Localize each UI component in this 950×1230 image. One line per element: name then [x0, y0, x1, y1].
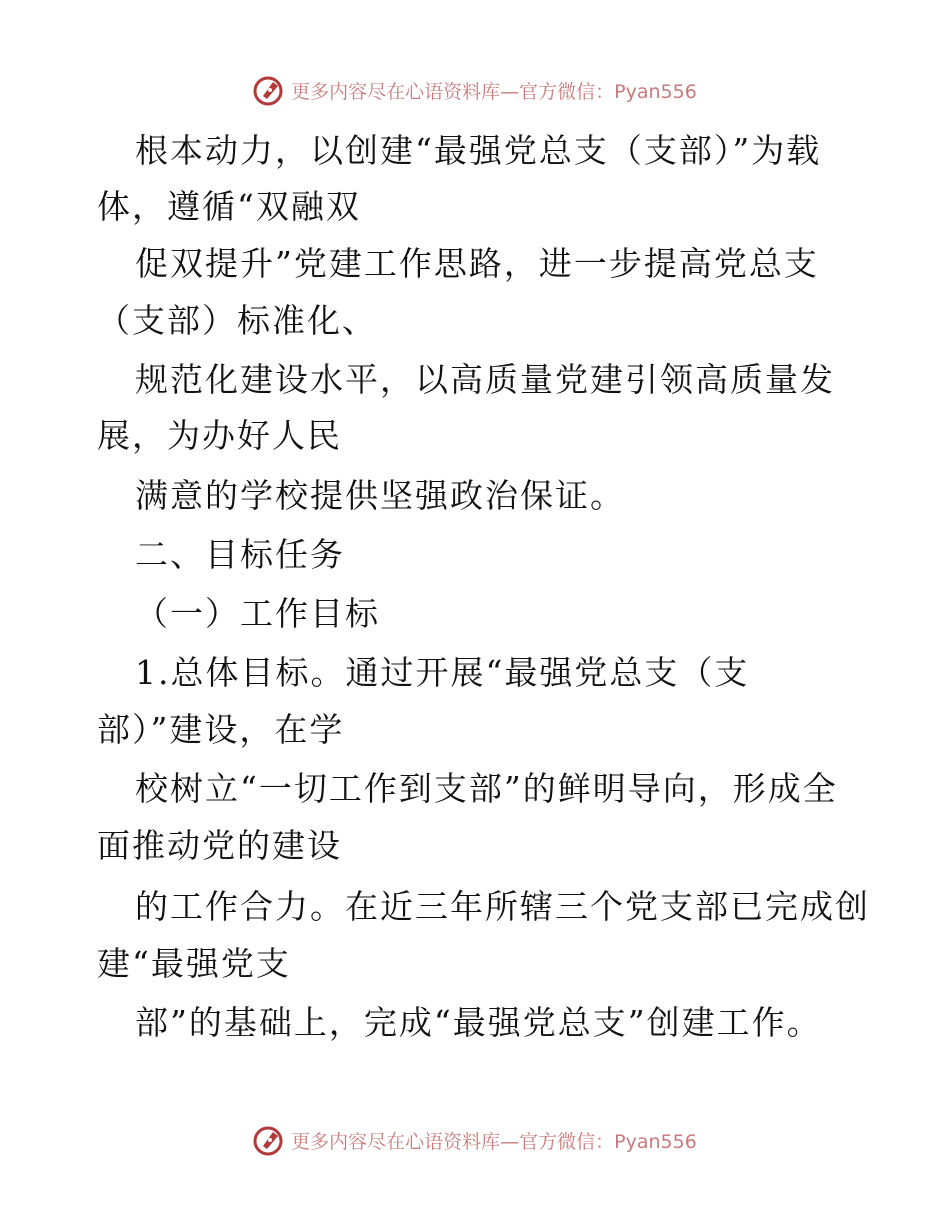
text-line: 面推动党的建设 [97, 826, 342, 865]
text-line: 部）”建设，在学 [97, 710, 345, 749]
text-line: 体，遵循“双融双 [97, 187, 361, 226]
subsection-heading: （一）工作目标 [135, 594, 380, 633]
pen-nib-circle-icon [253, 74, 285, 106]
section-heading: 二、目标任务 [135, 535, 345, 574]
text-line: （支部）标准化、 [97, 301, 377, 340]
text-line: 部”的基础上，完成“最强党总支”创建工作。 [135, 1003, 822, 1042]
text-line: 展，为办好人民 [97, 416, 342, 455]
watermark-header [0, 70, 950, 110]
text-line: 满意的学校提供坚强政治保证。 [135, 476, 625, 515]
text-line: 促双提升”党建工作思路，进一步提高党总支 [135, 244, 819, 283]
text-line: 根本动力，以创建“最强党总支（支部）”为载 [135, 131, 822, 170]
text-line: 校树立“一切工作到支部”的鲜明导向，形成全 [135, 769, 838, 808]
text-line: 1.总体目标。通过开展“最强党总支（支 [135, 653, 750, 692]
text-line: 规范化建设水平，以高质量党建引领高质量发 [135, 360, 835, 399]
watermark-text: 更多内容尽在心语资料库—官方微信：Pyan556 [291, 1130, 697, 1153]
text-line: 的工作合力。在近三年所辖三个党支部已完成创 [135, 887, 870, 926]
watermark-footer [0, 1120, 950, 1160]
text-line: 建“最强党支 [97, 944, 291, 983]
pen-nib-circle-icon [253, 1124, 285, 1156]
watermark-text: 更多内容尽在心语资料库—官方微信：Pyan556 [291, 80, 697, 103]
